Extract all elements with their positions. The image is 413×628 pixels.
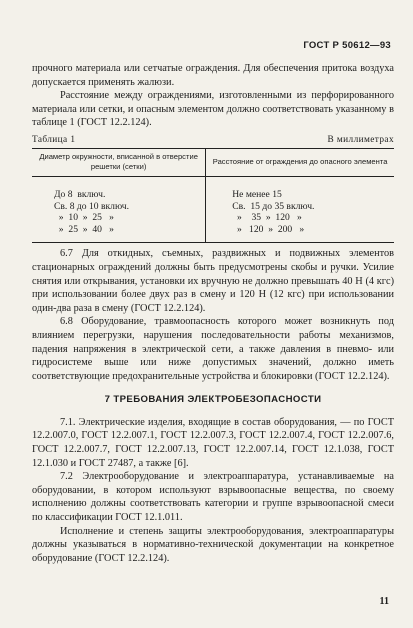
page-number: 11: [379, 596, 389, 607]
paragraph-continuation: прочного материала или сетчатые ограждения. Для обеспечения притока воздуха допускается применять жалюзи.: [32, 63, 394, 88]
paragraph-7-1: 7.1. Электрические изделия, входящие в состав оборудования, — по ГОСТ 12.2.007.0, ГОСТ 12.2.007.1, ГОСТ 12.2.007.3, ГОСТ 12.2.007.4, ГОСТ 12.2.007.6, ГОСТ 12.2.007.7, ГОСТ 12.2.007.13, ГОСТ 12.2.007.14, ГОСТ 12.1.038, ГОСТ 12.1.030 и ГОСТ 27487, а также [6].: [32, 416, 394, 469]
paragraph-execution: Исполнение и степень защиты электрооборудования, электроаппаратуры должны указываться в нормативно-технической документации на конкретное оборудование (ГОСТ 12.2.124).: [32, 525, 394, 564]
paragraph-6-7: 6.7 Для откидных, съемных, раздвижных и подвижных элементов стационарных ограждений должны быть предусмотрены скобы и ручки. Усилие снятия или открывания, установки их вручную не должно превышать 40 Н (4 кгс) при использовании более двух раз в смену и 120 Н (12 кгс) при использовании один-два раза в смену (ГОСТ 12.2.124).: [32, 248, 394, 314]
table-cell-line: Св. 8 до 10 включ.: [54, 200, 129, 212]
table-cell-diameter: [32, 176, 206, 242]
table-row: [32, 176, 394, 242]
paragraph-6-8: 6.8 Оборудование, травмоопасность которого может возникнуть под влиянием перегрузки, нарушения последовательности работы механизмов, падения напряжения в электрической сети, а также давления в пневмо- или гидросистеме выше или ниже допустимых значений, должно иметь соответствующие предохранительные устройства и блокировки (ГОСТ 12.2.124).: [32, 316, 394, 382]
table-1: [32, 148, 394, 243]
table-cell-line: До 8 включ.: [54, 188, 106, 200]
table-cell-line: » 120 » 200 »: [232, 223, 305, 235]
table-cell-line: » 35 » 120 »: [232, 212, 302, 224]
table-caption-row: [32, 134, 394, 146]
table-units: В миллиметрах: [327, 134, 394, 145]
table-header-diameter: Диаметр окружности, вписанной в отверстие решетки (сетки): [32, 148, 206, 176]
section-title: 7 ТРЕБОВАНИЯ ЭЛЕКТРОБЕЗОПАСНОСТИ: [104, 394, 322, 406]
paragraph-distance: Расстояние между ограждениями, изготовленными из перфорированного материала или сетки, и опасным элементом должно соответствовать указанному в таблице 1 (ГОСТ 12.2.124).: [32, 90, 394, 129]
table-header-distance: Расстояние от ограждения до опасного элемента: [206, 148, 394, 176]
table-cell-distance: [206, 176, 394, 242]
table-cell-line: » 10 » 25 »: [54, 212, 114, 224]
table-caption: Таблица 1: [32, 134, 76, 145]
paragraph-7-2: 7.2 Электрооборудование и электроаппаратура, устанавливаемые на оборудовании, в котором используют взрывоопасные вещества, по своему исполнению должны соответствовать категории и группе взрывоопасной смеси по классификации ГОСТ 12.1.011.: [32, 471, 394, 524]
table-cell-line: » 25 » 40 »: [54, 223, 114, 235]
table-cell-line: Не менее 15: [232, 188, 282, 200]
table-cell-line: Св. 15 до 35 включ.: [232, 200, 315, 212]
standard-header: ГОСТ Р 50612—93: [303, 40, 391, 51]
page-body: [32, 62, 394, 565]
